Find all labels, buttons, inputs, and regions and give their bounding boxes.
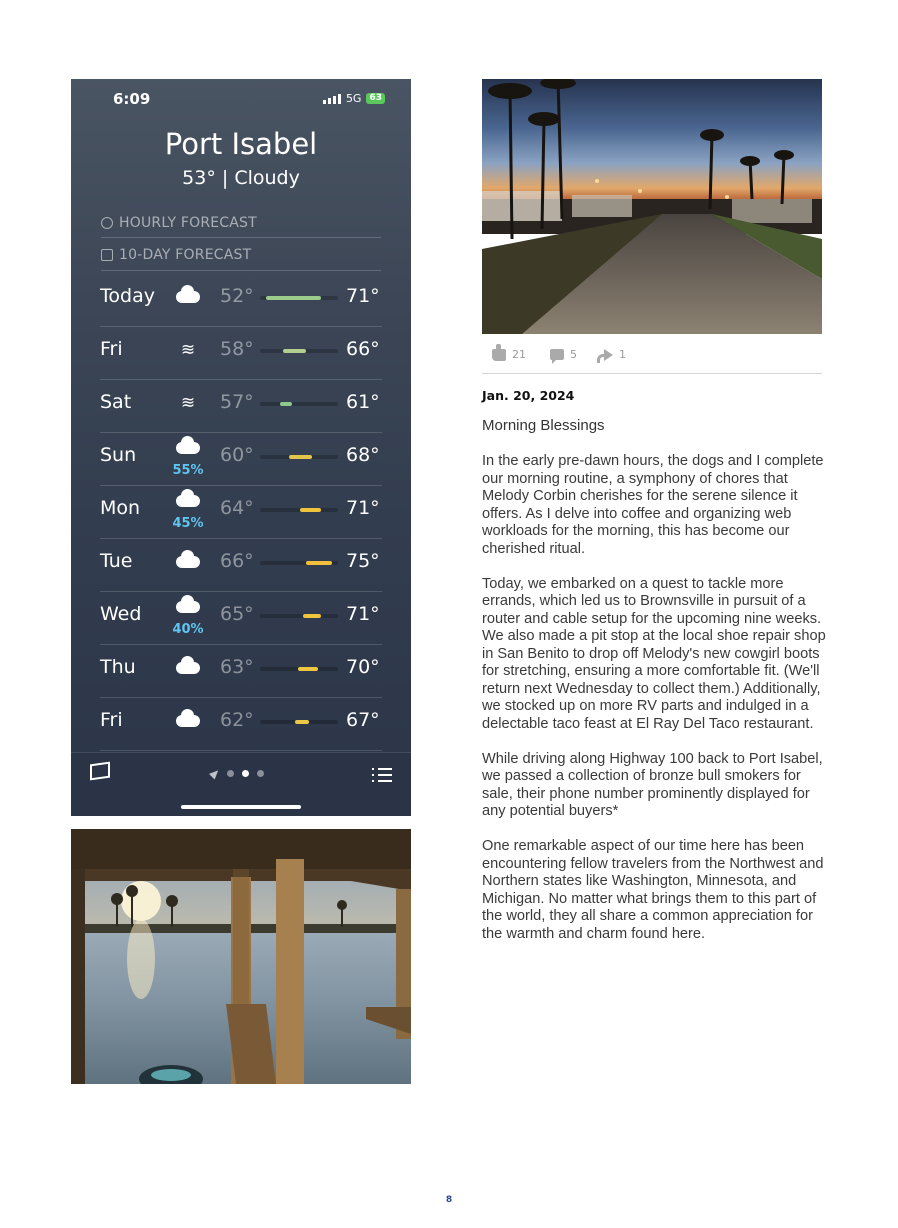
rv-park-sunset-photo	[482, 79, 822, 334]
share-count: 1	[619, 348, 626, 361]
signal-icon	[323, 94, 341, 104]
like-count: 21	[512, 348, 526, 361]
like-button[interactable]	[492, 348, 526, 361]
post-title: Morning Blessings	[482, 417, 605, 434]
comment-count: 5	[570, 348, 577, 361]
tenday-forecast-label: 10-DAY FORECAST	[119, 247, 252, 263]
forecast-row[interactable]	[100, 592, 382, 645]
post-body	[482, 453, 827, 961]
forecast-row[interactable]	[100, 486, 382, 539]
tenday-forecast-header	[101, 247, 251, 263]
forecast-day: Sat	[100, 391, 132, 413]
temp-range-fill	[283, 349, 306, 353]
divider	[101, 237, 381, 238]
temp-range-fill	[289, 455, 312, 459]
precip-chance: 40%	[172, 622, 204, 637]
temp-range-bar	[260, 296, 338, 300]
hourly-forecast-header[interactable]	[101, 215, 257, 231]
temp-range-fill	[295, 720, 309, 724]
post-paragraph: While driving along Highway 100 back to Port Isabel, we passed a collection of bronze bull smokers for sale, their phone number prominently displayed for any potential buyers*	[482, 750, 823, 819]
forecast-row[interactable]	[100, 539, 382, 592]
city-name: Port Isabel	[164, 127, 318, 161]
precip-chance: 55%	[172, 463, 204, 478]
forecast-row[interactable]	[100, 698, 382, 751]
high-temp: 61°	[346, 391, 380, 413]
low-temp: 52°	[220, 285, 254, 307]
list-icon[interactable]	[372, 764, 392, 782]
page-number: 8	[445, 1195, 453, 1205]
low-temp: 63°	[220, 656, 254, 678]
low-temp: 66°	[220, 550, 254, 572]
thumbs-up-icon	[492, 349, 506, 361]
battery-icon: 63	[366, 93, 385, 104]
temp-range-fill	[303, 614, 320, 618]
hourly-forecast-label: HOURLY FORECAST	[119, 215, 257, 231]
clock-icon	[101, 217, 113, 229]
temp-range-fill	[298, 667, 318, 671]
low-temp: 64°	[220, 497, 254, 519]
forecast-day: Wed	[100, 603, 142, 625]
high-temp: 71°	[346, 497, 380, 519]
status-time: 6:09	[113, 90, 151, 108]
thunderstorm-icon	[174, 486, 202, 514]
temp-range-bar	[260, 349, 338, 353]
precip-chance: 45%	[172, 516, 204, 531]
rain-icon	[174, 592, 202, 620]
forecast-day: Fri	[100, 338, 123, 360]
forecast-row[interactable]	[100, 380, 382, 433]
page-dot-active	[242, 770, 249, 777]
temp-range-bar	[260, 561, 338, 565]
temp-range-fill	[266, 296, 321, 300]
high-temp: 68°	[346, 444, 380, 466]
share-button[interactable]	[599, 348, 626, 361]
temp-range-fill	[306, 561, 332, 565]
location-arrow-icon	[209, 767, 221, 779]
post-paragraph: One remarkable aspect of our time here has been encountering fellow travelers from the Northwest and Northern states like Washington, Minnesota, and Michigan. No matter what brings them to this part of the world, they all share a common appreciation for the warmth and charm found here.	[482, 838, 824, 942]
thunderstorm-icon	[174, 433, 202, 461]
post-paragraph: In the early pre-dawn hours, the dogs and I complete our morning routine, a symphony of chores that Melody Corbin cherishes for the serene silence it offers. As I delve into coffee and organizing web workloads for the morning, this has become our cherished ritual.	[482, 453, 824, 557]
row-divider	[100, 750, 382, 751]
low-temp: 65°	[220, 603, 254, 625]
post-date: Jan. 20, 2024	[482, 388, 575, 403]
page-dot	[257, 770, 264, 777]
post-paragraph: Today, we embarked on a quest to tackle more errands, which led us to Brownsville in pursuit of a router and cable setup for the upcoming nine weeks. We also made a pit stop at the local shoe repair shop in San Benito to drop off Melody's new cowgirl boots for stretching, ensuring a more comfortable fit. (We'll return next Wednesday to collect them.) Additionally, we stocked up on more RV parts and indulged in a delectable taco feast at El Ray Del Taco restaurant.	[482, 575, 826, 732]
low-temp: 62°	[220, 709, 254, 731]
high-temp: 75°	[346, 550, 380, 572]
forecast-day: Today	[100, 285, 155, 307]
dock-sunset-photo	[71, 829, 411, 1084]
weather-screenshot	[71, 79, 411, 816]
network-label: 5G	[345, 92, 362, 105]
map-icon[interactable]	[90, 762, 110, 781]
low-temp: 58°	[220, 338, 254, 360]
low-temp: 60°	[220, 444, 254, 466]
cloud-icon	[174, 652, 202, 680]
forecast-day: Fri	[100, 709, 123, 731]
low-temp: 57°	[220, 391, 254, 413]
current-conditions: 53° | Cloudy	[182, 167, 300, 189]
bottom-toolbar	[71, 752, 411, 816]
high-temp: 71°	[346, 285, 380, 307]
temp-range-bar	[260, 614, 338, 618]
temp-range-fill	[300, 508, 320, 512]
comment-button[interactable]	[550, 348, 577, 361]
page-indicator[interactable]	[211, 769, 264, 778]
cloud-icon	[174, 705, 202, 733]
page-dot	[227, 770, 234, 777]
share-icon	[604, 349, 613, 361]
cloud-icon	[174, 546, 202, 574]
forecast-day: Mon	[100, 497, 141, 519]
temp-range-fill	[280, 402, 292, 406]
home-indicator[interactable]	[181, 805, 301, 809]
status-indicators	[323, 92, 385, 105]
divider	[101, 270, 381, 271]
high-temp: 71°	[346, 603, 380, 625]
high-temp: 70°	[346, 656, 380, 678]
temp-range-bar	[260, 667, 338, 671]
forecast-row[interactable]	[100, 645, 382, 698]
high-temp: 66°	[346, 338, 380, 360]
forecast-row[interactable]	[100, 433, 382, 486]
comment-icon	[550, 349, 564, 360]
high-temp: 67°	[346, 709, 380, 731]
calendar-icon	[101, 249, 113, 261]
forecast-row[interactable]	[100, 327, 382, 380]
temp-range-bar	[260, 720, 338, 724]
forecast-day: Tue	[100, 550, 133, 572]
forecast-day: Sun	[100, 444, 137, 466]
cloud-icon	[174, 281, 202, 309]
forecast-day: Thu	[100, 656, 136, 678]
social-bar	[482, 345, 822, 374]
temp-range-bar	[260, 402, 338, 406]
wind-icon: ≋	[180, 393, 196, 413]
forecast-row[interactable]	[100, 274, 382, 327]
wind-icon: ≋	[180, 340, 196, 360]
temp-range-bar	[260, 455, 338, 459]
temp-range-bar	[260, 508, 338, 512]
